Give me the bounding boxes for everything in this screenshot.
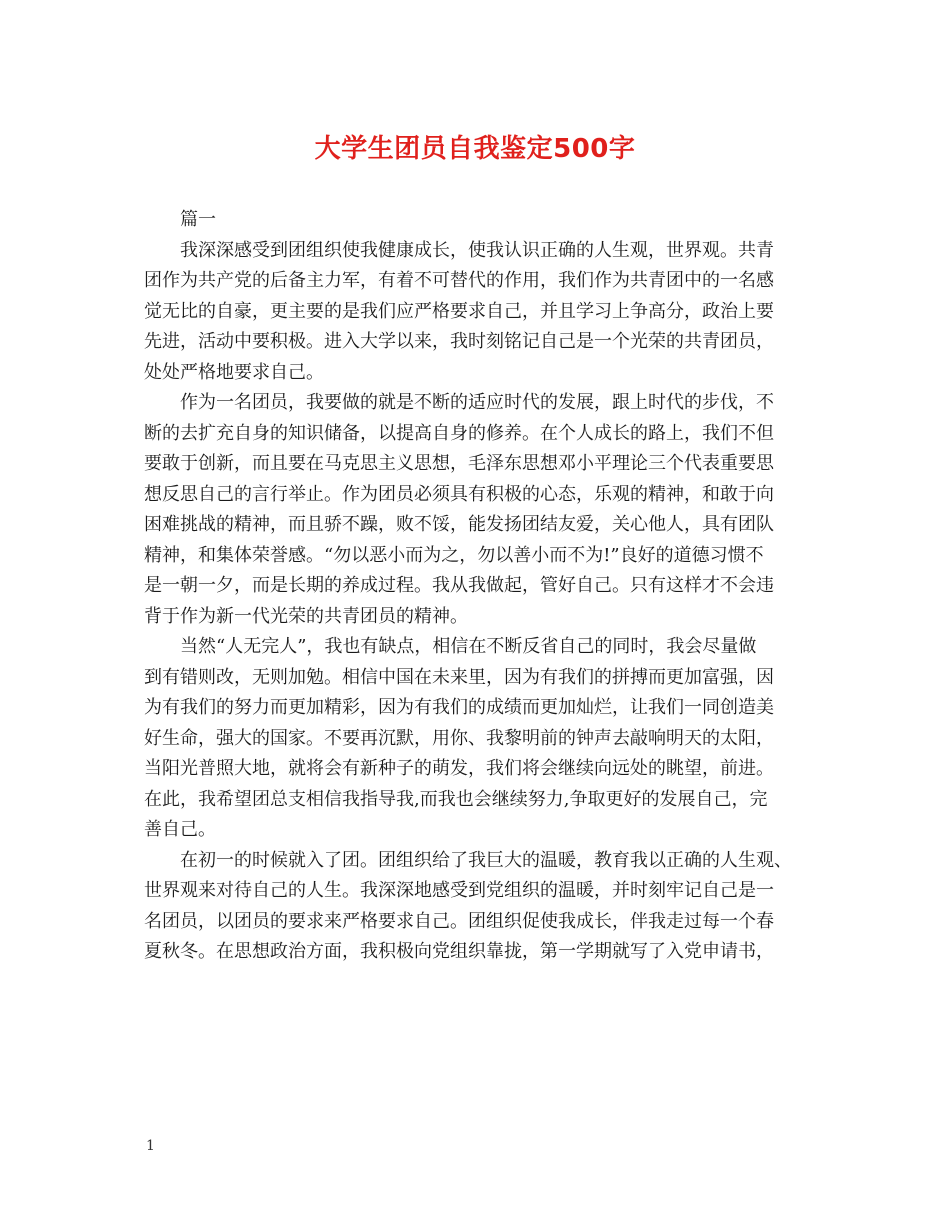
text-line: 断的去扩充自身的知识储备，以提高自身的修养。在个人成长的路上，我们不但 — [144, 422, 774, 444]
text-line: 精神，和集体荣誉感。“勿以恶小而为之，勿以善小而不为!”良好的道德习惯不 — [144, 544, 764, 566]
document-body — [144, 205, 808, 968]
text-line: 要敢于创新，而且要在马克思主义思想，毛泽东思想邓小平理论三个代表重要思 — [144, 453, 774, 474]
text-line: 到有错则改，无则加勉。相信中国在未来里，因为有我们的拼搏而更加富强，因 — [144, 666, 774, 688]
text-line: 名团员，以团员的要求来严格要求自己。团组织促使我成长，伴我走过每一个春 — [144, 910, 774, 932]
text-line: 当然“人无完人”，我也有缺点，相信在不断反省自己的同时，我会尽量做 — [180, 636, 757, 657]
text-line: 想反思自己的言行举止。作为团员必须具有积极的心态，乐观的精神，和敢于向 — [144, 483, 774, 505]
text-line: 困难挑战的精神，而且骄不躁，败不馁，能发扬团结友爱，关心他人，具有团队 — [144, 514, 774, 535]
page-number: 1 — [146, 1138, 155, 1154]
text-line: 善自己。 — [144, 819, 216, 840]
text-line: 在初一的时候就入了团。团组织给了我巨大的温暖，教育我以正确的人生观、 — [180, 849, 792, 871]
text-line: 先进，活动中要积极。进入大学以来，我时刻铭记自己是一个光荣的共青团员， — [144, 331, 774, 352]
text-line: 团作为共产党的后备主力军，有着不可替代的作用，我们作为共青团中的一名感 — [144, 270, 774, 291]
section-label: 篇一 — [180, 209, 216, 230]
text-line: 夏秋冬。在思想政治方面，我积极向党组织靠拢，第一学期就写了入党申请书， — [144, 941, 774, 962]
paragraph-lines — [144, 236, 808, 968]
text-line: 作为一名团员，我要做的就是不断的适应时代的发展，跟上时代的步伐，不 — [180, 392, 774, 413]
document-title: 大学生团员自我鉴定500字 — [314, 134, 636, 164]
text-line: 处处严格地要求自己。 — [144, 361, 324, 383]
text-line: 为有我们的努力而更加精彩，因为有我们的成绩而更加灿烂，让我们一同创造美 — [144, 697, 774, 718]
text-line: 在此，我希望团总支相信我指导我,而我也会继续努力,争取更好的发展自己，完 — [144, 788, 768, 810]
text-line: 背于作为新一代光荣的共青团员的精神。 — [144, 605, 468, 627]
text-line: 觉无比的自豪，更主要的是我们应严格要求自己，并且学习上争高分，政治上要 — [144, 300, 774, 322]
text-line: 我深深感受到团组织使我健康成长，使我认识正确的人生观，世界观。共青 — [180, 239, 774, 261]
text-line: 世界观来对待自己的人生。我深深地感受到党组织的温暖，并时刻牢记自己是一 — [144, 880, 774, 901]
text-line: 当阳光普照大地，就将会有新种子的萌发，我们将会继续向远处的眺望，前进。 — [144, 758, 774, 779]
text-line: 是一朝一夕，而是长期的养成过程。我从我做起，管好自己。只有这样才不会违 — [144, 575, 774, 596]
text-line: 好生命，强大的国家。不要再沉默，用你、我黎明前的钟声去敲响明天的太阳， — [144, 727, 774, 749]
